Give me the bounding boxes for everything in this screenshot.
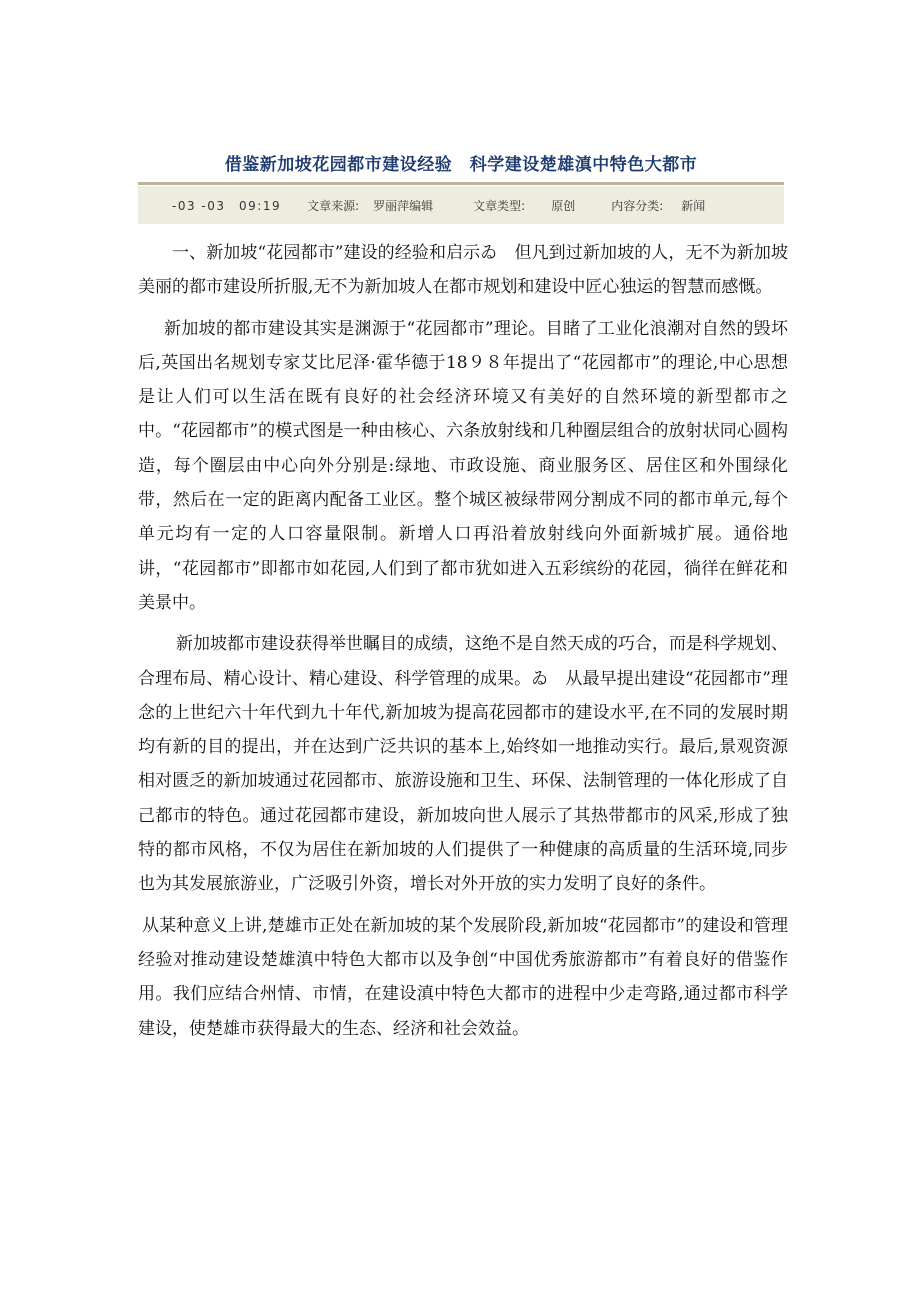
meta-date: -03 -03 09:19 (172, 198, 282, 213)
paragraph-2: 新加坡的都市建设其实是渊源于“花园都市”理论。目睹了工业化浪潮对自然的毁坏后,英国出名规划专家艾比尼泽·霍华德于18９８年提出了“花园都市”的理论,中心思想是让人们可以生活在既有良好的社会经济环境又有美好的自然环境的新型都市之中。“花园都市”的模式图是一种由核心、六条放射线和几种圈层组合的放射状同心圆构造，每个圈层由中心向外分别是:绿地、市政设施、商业服务区、居住区和外围绿化带，然后在一定的距离内配备工业区。整个城区被绿带网分割成不同的都市单元,每个单元均有一定的人口容量限制。新增人口再沿着放射线向外面新城扩展。通俗地讲，“花园都市”即都市如花园,人们到了都市犹如进入五彩缤纷的花园，徜徉在鲜花和美景中。 (138, 318, 788, 613)
meta-type-label: 文章类型: (473, 198, 526, 213)
meta-source-label: 文章来源: (307, 198, 360, 213)
paragraph-1: 一、新加坡“花园都市”建设的经验和启示ゐ 但凡到过新加坡的人，无不为新加坡美丽的都市建设所折服,无不为新加坡人在都市规划和建设中匠心独运的智慧而感慨。 (138, 243, 788, 298)
title-divider (138, 182, 784, 185)
article-body (138, 236, 788, 1046)
meta-type: 原创 (551, 198, 576, 213)
article-meta-bar (138, 186, 784, 224)
paragraph-4: 从某种意义上讲,楚雄市正处在新加坡的某个发展阶段,新加坡“花园都市”的建设和管理经验对推动建设楚雄滇中特色大都市以及争创“中国优秀旅游都市”有着良好的借鉴作用。我们应结合州情、市情，在建设滇中特色大都市的进程中少走弯路,通过都市科学建设，使楚雄市获得最大的生态、经济和社会效益。 (138, 915, 788, 1039)
meta-category-label: 内容分类: (611, 198, 664, 213)
meta-category: 新闻 (681, 198, 706, 213)
meta-source: 罗丽萍编辑 (373, 198, 434, 213)
article-title: 借鉴新加坡花园都市建设经验 科学建设楚雄滇中特色大都市 (224, 155, 698, 175)
paragraph-3: 新加坡都市建设获得举世瞩目的成绩，这绝不是自然天成的巧合，而是科学规划、合理布局、精心设计、精心建设、科学管理的成果。ゐ 从最早提出建设“花园都市”理念的上世纪六十年代到九十年代,新加坡为提高花园都市的建设水平,在不同的发展时期均有新的目的提出，并在达到广泛共识的基本上,始终如一地推动实行。最后,景观资源相对匮乏的新加坡通过花园都市、旅游设施和卫生、环保、法制管理的一体化形成了自己都市的特色。通过花园都市建设，新加坡向世人展示了其热带都市的风采,形成了独特的都市风格，不仅为居住在新加坡的人们提供了一种健康的高质量的生活环境,同步也为其发展旅游业，广泛吸引外资，增长对外开放的实力发明了良好的条件。 (138, 634, 788, 895)
